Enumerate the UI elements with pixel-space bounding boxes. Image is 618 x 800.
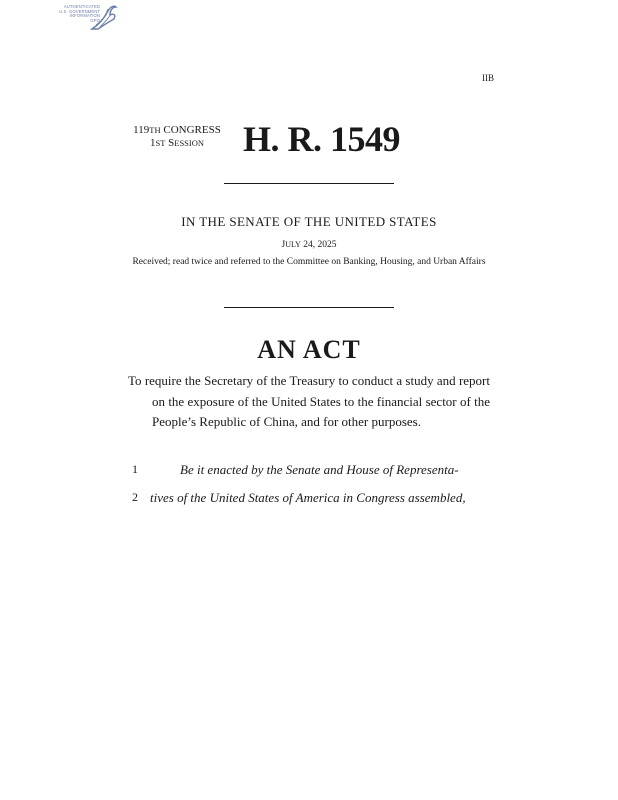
document-version-code: IIB [482,73,494,83]
eagle-icon [88,3,118,37]
divider-rule [224,183,394,184]
text-line [128,462,490,480]
seal-line: AUTHENTICATED [63,4,100,9]
seal-line: GPO [90,17,100,23]
seal-line: U.S. GOVERNMENT [59,8,100,14]
enacting-clause-text: tives of the United States of America in Congress assembled, [150,490,466,505]
gpo-authentication-seal [50,3,118,37]
seal-line: INFORMATION [69,13,100,19]
line-number: 2 [132,490,138,504]
chamber-title: IN THE SENATE OF THE UNITED STATES [181,214,437,229]
act-purpose: To require the Secretary of the Treasury to conduct a study and report on the exposure of the United States to the financial sector of the People’s Republic of China, and for other purposes. [128,373,490,429]
session-line: 1ST SESSION [149,137,205,149]
referral-statement: Received; read twice and referred to the Committee on Banking, Housing, and Urban Affairs [132,257,486,267]
text-line [128,490,490,508]
congress-session-label [122,124,232,150]
action-date: JULY 24, 2025 [281,240,337,250]
congress-line: 119TH CONGRESS [133,124,221,136]
bill-number: H. R. 1549 [243,119,400,159]
act-heading: AN ACT [257,335,361,364]
line-number: 1 [132,462,138,476]
enacting-clause-text: Be it enacted by the Senate and House of Representa- [180,462,459,477]
divider-rule [224,307,394,308]
